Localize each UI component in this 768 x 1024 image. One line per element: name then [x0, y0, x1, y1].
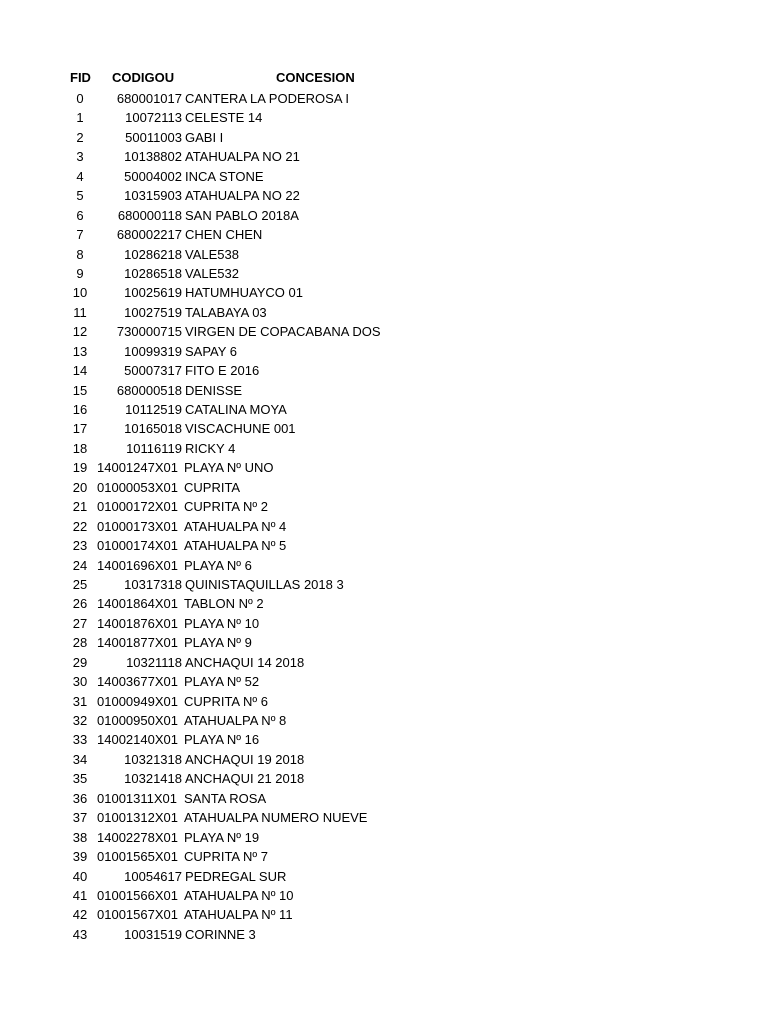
table-row — [0, 556, 768, 575]
cell-concesion: VALE538 — [185, 246, 239, 262]
cell-concesion: HATUMHUAYCO 01 — [185, 285, 303, 301]
cell-concesion: PLAYA Nº UNO — [184, 460, 274, 476]
cell-concesion: CATALINA MOYA — [185, 402, 287, 417]
table-row — [0, 614, 768, 633]
cell-concesion: INCA STONE — [185, 168, 264, 184]
cell-fid: 9 — [76, 265, 84, 281]
cell-concesion: FITO E 2016 — [185, 363, 260, 379]
cell-codigou: 01000172X01 — [97, 499, 178, 515]
table-row — [0, 575, 768, 594]
table-row — [0, 905, 768, 924]
cell-concesion: PLAYA Nº 16 — [184, 732, 260, 748]
column-header-fid: FID — [70, 70, 91, 85]
cell-codigou: 01001312X01 — [97, 810, 178, 826]
cell-fid: 25 — [72, 576, 88, 592]
cell-codigou: 01001565X01 — [97, 849, 178, 865]
cell-fid: 6 — [76, 207, 84, 223]
cell-fid: 33 — [72, 732, 88, 748]
cell-concesion: PLAYA Nº 52 — [184, 674, 260, 690]
column-header-codigou: CODIGOU — [112, 70, 175, 85]
cell-fid: 11 — [73, 304, 87, 320]
cell-codigou: 01001567X01 — [97, 907, 178, 923]
cell-fid: 15 — [72, 382, 88, 398]
table-row — [0, 206, 768, 225]
cell-fid: 21 — [72, 499, 88, 515]
cell-concesion: CUPRITA Nº 6 — [184, 693, 268, 709]
cell-fid: 12 — [72, 324, 88, 340]
cell-codigou: 01000174X01 — [97, 538, 178, 554]
cell-codigou: 730000715 — [116, 324, 182, 340]
cell-concesion: GABI I — [185, 129, 224, 145]
cell-fid: 7 — [76, 227, 84, 243]
table-row — [0, 769, 768, 788]
cell-concesion: ATAHUALPA NO 21 — [185, 149, 300, 165]
cell-codigou: 10112519 — [125, 402, 182, 417]
cell-codigou: 14001876X01 — [97, 615, 178, 631]
table-row — [0, 439, 768, 458]
cell-fid: 43 — [72, 926, 88, 942]
cell-codigou: 10315903 — [124, 188, 182, 204]
cell-concesion: ANCHAQUI 19 2018 — [185, 751, 305, 767]
table-row — [0, 847, 768, 866]
cell-concesion: ATAHUALPA NUMERO NUEVE — [184, 810, 368, 826]
cell-codigou: 50004002 — [124, 168, 182, 184]
table-row — [0, 458, 768, 477]
cell-fid: 39 — [72, 849, 88, 865]
table-row — [0, 186, 768, 205]
cell-concesion: CUPRITA Nº 2 — [184, 499, 268, 515]
cell-fid: 20 — [72, 479, 88, 495]
table-row — [0, 672, 768, 691]
cell-codigou: 10317318 — [124, 576, 182, 592]
cell-fid: 35 — [72, 771, 88, 787]
table-row — [0, 264, 768, 283]
cell-concesion: ATAHUALPA Nº 8 — [184, 713, 287, 728]
cell-codigou: 14002278X01 — [97, 829, 178, 845]
table-row — [0, 147, 768, 166]
cell-fid: 0 — [76, 91, 84, 106]
table-row — [0, 497, 768, 516]
cell-concesion: ATAHUALPA Nº 4 — [184, 518, 287, 534]
cell-concesion: CUPRITA — [184, 479, 241, 495]
cell-concesion: CELESTE 14 — [185, 110, 263, 126]
cell-codigou: 10321118 — [126, 654, 182, 670]
cell-codigou: 14001864X01 — [97, 596, 178, 612]
table-row — [0, 108, 768, 127]
cell-codigou: 10321418 — [124, 771, 182, 787]
cell-fid: 10 — [72, 285, 88, 301]
table-row — [0, 653, 768, 672]
table-row — [0, 925, 768, 944]
table-row — [0, 419, 768, 438]
table-row — [0, 361, 768, 380]
cell-concesion: CUPRITA Nº 7 — [184, 849, 268, 865]
cell-fid: 22 — [72, 518, 88, 534]
cell-codigou: 10286218 — [124, 246, 182, 262]
cell-codigou: 10025619 — [124, 285, 182, 301]
cell-fid: 31 — [72, 693, 88, 709]
cell-codigou: 50007317 — [124, 363, 182, 379]
cell-concesion: RICKY 4 — [185, 440, 236, 456]
cell-concesion: VALE532 — [185, 265, 239, 281]
cell-fid: 2 — [76, 129, 84, 145]
cell-fid: 41 — [72, 887, 88, 903]
table-row — [0, 167, 768, 186]
table-row — [0, 867, 768, 886]
cell-fid: 13 — [72, 343, 88, 359]
cell-fid: 36 — [72, 790, 88, 806]
cell-fid: 26 — [72, 596, 88, 612]
table-row — [0, 283, 768, 302]
table-row — [0, 789, 768, 808]
cell-concesion: VIRGEN DE COPACABANA DOS — [185, 324, 381, 340]
cell-fid: 4 — [76, 168, 84, 184]
cell-concesion: ANCHAQUI 14 2018 — [185, 654, 305, 670]
cell-concesion: CANTERA LA PODEROSA I — [185, 91, 349, 106]
cell-concesion: ATAHUALPA NO 22 — [185, 188, 300, 204]
cell-codigou: 10072113 — [125, 110, 182, 126]
cell-concesion: TALABAYA 03 — [185, 304, 267, 320]
table-row — [0, 225, 768, 244]
cell-codigou: 01001566X01 — [97, 887, 178, 903]
table-row — [0, 828, 768, 847]
cell-concesion: TABLON Nº 2 — [184, 596, 264, 612]
table-row — [0, 536, 768, 555]
cell-fid: 1 — [76, 110, 84, 126]
cell-codigou: 14001696X01 — [97, 557, 178, 573]
cell-fid: 18 — [72, 440, 88, 456]
cell-concesion: PLAYA Nº 6 — [184, 557, 252, 573]
cell-concesion: VISCACHUNE 001 — [185, 421, 296, 437]
cell-fid: 28 — [72, 635, 88, 651]
cell-concesion: QUINISTAQUILLAS 2018 3 — [185, 576, 344, 592]
cell-fid: 16 — [72, 402, 88, 417]
cell-fid: 38 — [72, 829, 88, 845]
cell-fid: 3 — [76, 149, 84, 165]
table-row — [0, 381, 768, 400]
table-row — [0, 517, 768, 536]
table-row — [0, 322, 768, 341]
cell-codigou: 10031519 — [124, 926, 182, 942]
cell-fid: 17 — [72, 421, 88, 437]
cell-fid: 8 — [76, 246, 84, 262]
table-row — [0, 730, 768, 749]
cell-concesion: ATAHUALPA Nº 10 — [184, 887, 294, 903]
column-header-concesion: CONCESION — [276, 70, 355, 85]
cell-codigou: 10286518 — [124, 265, 182, 281]
table-row — [0, 478, 768, 497]
cell-fid: 40 — [72, 868, 88, 884]
cell-concesion: CORINNE 3 — [185, 926, 256, 942]
cell-codigou: 01000950X01 — [97, 713, 178, 728]
cell-concesion: SAN PABLO 2018A — [185, 207, 299, 223]
cell-codigou: 680002217 — [116, 227, 182, 243]
cell-codigou: 10165018 — [124, 421, 182, 437]
cell-fid: 29 — [72, 654, 88, 670]
cell-codigou: 01000053X01 — [97, 479, 178, 495]
table-row — [0, 711, 768, 730]
cell-codigou: 10054617 — [124, 868, 182, 884]
cell-concesion: DENISSE — [185, 382, 243, 398]
cell-concesion: CHEN CHEN — [185, 227, 263, 243]
table-row — [0, 342, 768, 361]
cell-concesion: ANCHAQUI 21 2018 — [185, 771, 305, 787]
cell-concesion: PLAYA Nº 19 — [184, 829, 260, 845]
table-row — [0, 400, 768, 419]
table-row — [0, 128, 768, 147]
cell-codigou: 680001017 — [116, 91, 182, 106]
cell-codigou: 10321318 — [124, 751, 182, 767]
cell-fid: 42 — [72, 907, 88, 923]
table-body — [0, 89, 768, 944]
table-row — [0, 245, 768, 264]
cell-fid: 23 — [72, 538, 88, 554]
table-row — [0, 303, 768, 322]
table-row — [0, 89, 768, 108]
cell-codigou: 01001311X01 — [97, 790, 178, 806]
table-row — [0, 808, 768, 827]
cell-codigou: 14001247X01 — [97, 460, 178, 476]
cell-codigou: 01000949X01 — [97, 693, 178, 709]
cell-concesion: SANTA ROSA — [184, 790, 267, 806]
cell-fid: 19 — [72, 460, 88, 476]
cell-concesion: ATAHUALPA Nº 11 — [184, 907, 293, 923]
cell-codigou: 14002140X01 — [97, 732, 178, 748]
table-row — [0, 886, 768, 905]
table-row — [0, 692, 768, 711]
cell-concesion: PLAYA Nº 9 — [184, 635, 252, 651]
table-row — [0, 750, 768, 769]
cell-concesion: PEDREGAL SUR — [185, 868, 287, 884]
cell-codigou: 01000173X01 — [97, 518, 178, 534]
cell-fid: 5 — [76, 188, 84, 204]
cell-fid: 27 — [72, 615, 88, 631]
cell-codigou: 10099319 — [124, 343, 182, 359]
cell-codigou: 14003677X01 — [97, 674, 178, 690]
cell-fid: 30 — [72, 674, 88, 690]
cell-fid: 32 — [72, 713, 88, 728]
cell-fid: 14 — [72, 363, 88, 379]
table-row — [0, 633, 768, 652]
cell-codigou: 50011003 — [125, 129, 182, 145]
table-row — [0, 594, 768, 613]
cell-codigou: 10027519 — [124, 304, 182, 320]
cell-concesion: PLAYA Nº 10 — [184, 615, 260, 631]
cell-fid: 34 — [72, 751, 88, 767]
cell-fid: 37 — [72, 810, 88, 826]
cell-codigou: 10138802 — [124, 149, 182, 165]
cell-codigou: 680000518 — [116, 382, 182, 398]
cell-fid: 24 — [72, 557, 88, 573]
cell-concesion: ATAHUALPA Nº 5 — [184, 538, 287, 554]
cell-concesion: SAPAY 6 — [185, 343, 238, 359]
cell-codigou: 10116119 — [126, 440, 182, 456]
cell-codigou: 14001877X01 — [97, 635, 178, 651]
cell-codigou: 680000118 — [117, 207, 182, 223]
